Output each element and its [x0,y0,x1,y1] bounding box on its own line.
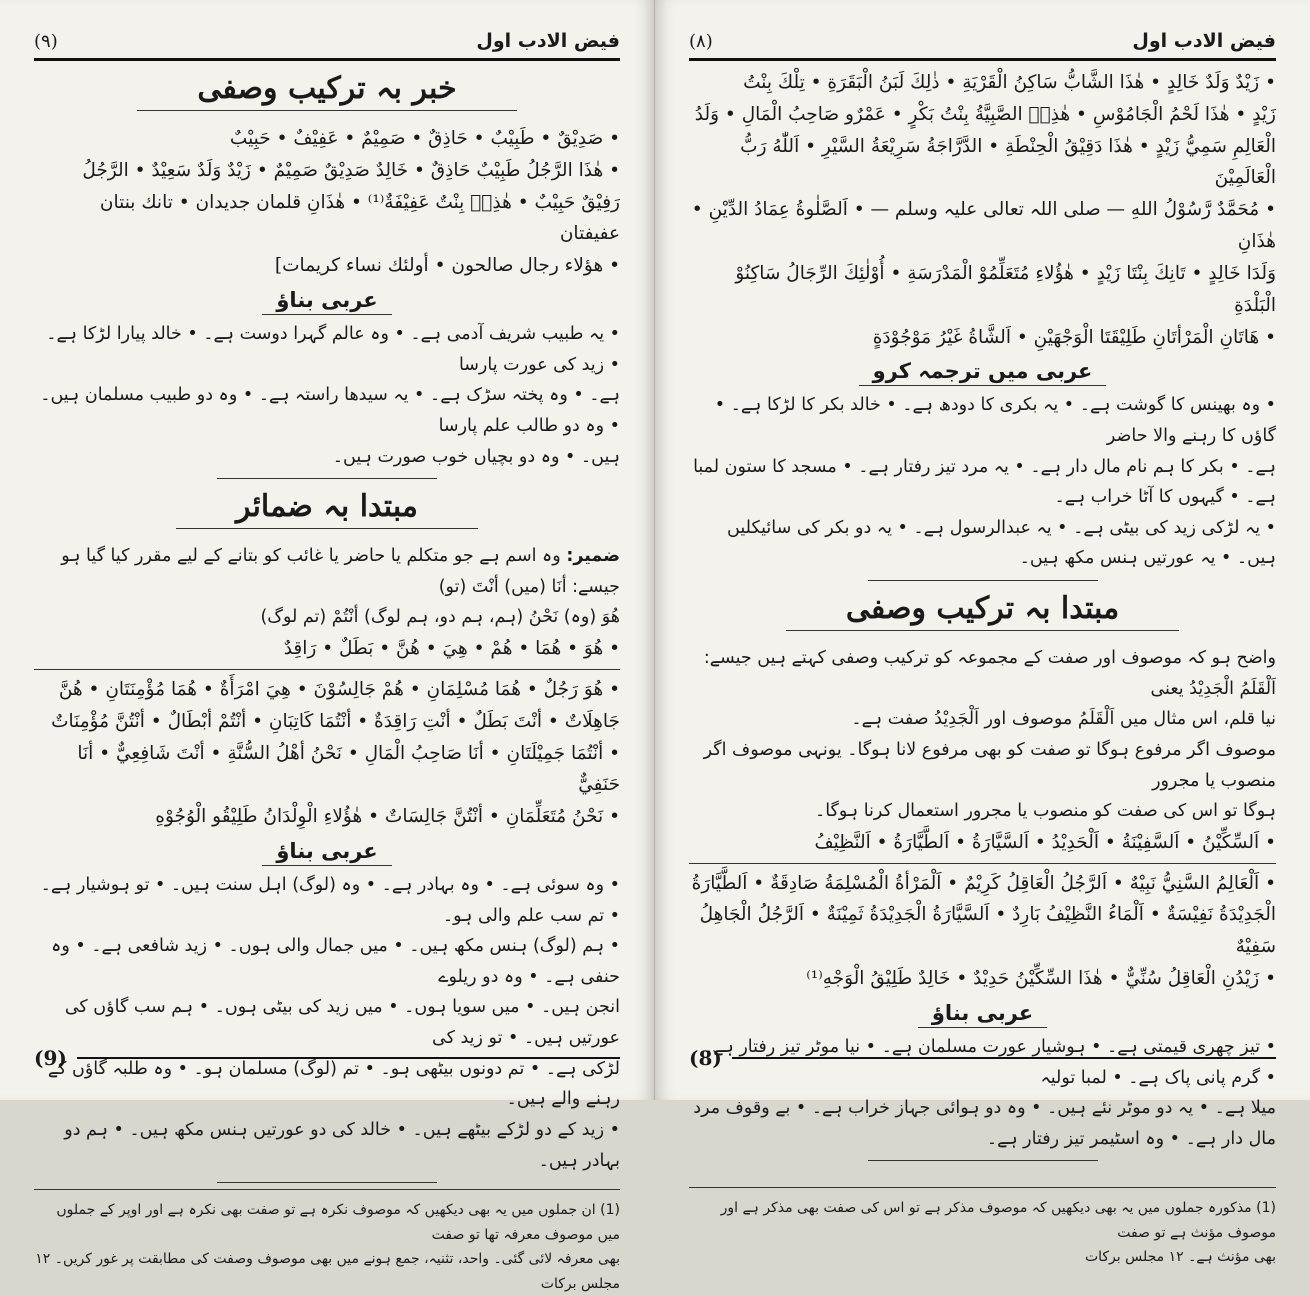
page-footer [34,1046,620,1070]
section-divider [217,1182,437,1183]
exercise-heading-text: عربی بناؤ [262,288,391,315]
definition-text: وہ اسم ہے جو متکلم یا حاضر یا غائب کو بتانے کے لیے مقرر کیا گیا ہو جیسے: أنَا (میں) أنْتَ (تو) [61,546,620,597]
text-line: • وہ سوئی ہے۔ • وہ بہادر ہے۔ • وہ (لوگ) اہل سنت ہیں۔ • تو ہوشیار ہے۔ • تم سب علم والی ہو۔ [40,874,620,926]
text-line: الْعَالِمِ سَمِيُّ زَيْدٍ • هٰذَا دَقِيْقُ الْحِنْطَةِ • الدَّرَّاجَةُ سَرِيْعَةُ السَّيْرِ • اَللّٰهُ رَبُّ الْعَالَمِيْنَ [740,135,1276,189]
exercise-heading [34,839,620,866]
definition-label: ضمیر: [566,546,620,567]
section-heading-wrap [34,485,620,535]
footnote-rule [689,1187,1276,1188]
text-line: • زَيْدُنِ الْعَاقِلُ سُنِّيٌّ • هٰذَا السِّكِّيْنُ حَدِيْدٌ • خَالِدٌ طَلِيْقُ الْوَجْهِ⁽¹⁾ [806,968,1276,990]
footnote-text: ان جملوں میں یہ بھی دیکھیں کہ موصوف نکرہ ہے تو صفت بھی نکرہ ہے اور اوپر کے جملوں میں موصوف معرفہ تھا تو صفت [56,1202,620,1243]
footnote-line [34,1198,620,1247]
text-line: • وہ بھینس کا گوشت ہے۔ • یہ بکری کا دودھ ہے۔ • خالد بکر کا لڑکا ہے۔ • گاؤں کا رہنے والا حاضر [714,395,1276,446]
text-line: میلا ہے۔ • یہ دو موٹر نئے ہیں۔ • وہ دو ہوائی جہاز خراب ہے۔ • بے وقوف مرد مال دار ہے۔ • وہ اسٹیمر تیز رفتار ہے۔ [693,1098,1276,1149]
divider [689,863,1276,864]
exercise-heading [34,288,620,315]
text-line: • نَحْنُ مُتَعَلِّمَانِ • أنْتُنَّ جَالِسَاتٌ • هٰؤُلاءِ الْوِلْدَانُ طَلِيْقُو الْوُجُوْهِ [155,806,620,828]
exercise-block [34,870,620,1176]
section-heading: مبتدا بہ ضمائر [176,489,478,529]
running-header [34,22,620,52]
footer-rule [732,1057,1276,1059]
text-line: جَاهِلَاتٌ • أنْتَ بَطَلٌ • أنْتِ رَاقِدَةٌ • أنْتُمَا كَاتِبَانِ • أنْتُمْ أبْطَالٌ • أنْتُنَّ مُؤْمِنَاتٌ [51,710,620,732]
footer-page-number: (8) [689,1046,722,1070]
footnote [34,1198,620,1296]
header-page-number: (٨) [689,31,713,52]
text-line: • اَلْعَالِمُ السَّنِيُّ نَبِيْهٌ • اَلرَّجُلُ الْعَاقِلُ كَرِيْمٌ • اَلْمَرْأةُ الْمُسْلِمَةُ صَادِقَةٌ • اَلطَّيَّارَةُ [691,872,1276,894]
footnote-line: بھی معرفہ لائی گئی۔ واحد، تثنیہ، جمع ہونے میں بھی موصوف وصفت کی مطابقت پر غور کریں۔ ۱۲ مجلس برکات [35,1251,620,1292]
text-line: هُوَ (وہ) نَحْنُ (ہم، ہم دو، ہم لوگ) أنْتُمْ (تم لوگ) [260,607,620,628]
exercise-heading-text: عربی بناؤ [262,839,391,866]
text-line: • ہم (لوگ) ہنس مکھ ہیں۔ • میں جمال والی ہوں۔ • زید شافعی ہے۔ • وہ حنفی ہے۔ • وہ دو ریلوے [51,936,620,987]
footer-rule [77,1057,620,1059]
definition-block [34,541,620,833]
section-heading: مبتدا بہ ترکیب وصفی [786,591,1179,631]
exercise-heading-text: عربی میں ترجمہ کرو [859,359,1107,386]
text-line: • أنْتُمَا جَمِيْلَتَانِ • أنَا صَاحِبُ الْمَالِ • نَحْنُ أهْلُ السُّنَّةِ • أنْتَ شَافِعِيٌّ • أنَا حَنَفِيٌّ [77,742,620,796]
section-heading-wrap [689,587,1276,637]
text-line: • هَاتَانِ الْمَرْأتَانِ طَلِيْقَتَا الْوَجْهَيْنِ • اَلشَّاةُ غَيْرُ مَوْجُوْدَةٍ [872,326,1276,348]
section-heading: خبر بہ ترکیب وصفی [137,71,516,111]
text-line: • هؤلاء رجال صالحون • أولئك نساء كريمات] [274,255,620,277]
exercise-block [689,390,1276,574]
examples-block [689,67,1276,353]
text-line: • زَيْدٌ وَلَدٌ خَالِدٍ • هٰذَا الشَّابُّ سَاكِنُ الْقَرْيَةِ • ذٰلِكَ لَبَنُ الْبَقَرَةِ • تِلْكَ بِنْتُ [743,72,1276,93]
text-line: انجن ہیں۔ • میں سویا ہوں۔ • میں زید کی بیٹی ہوں۔ • ہم سب گاؤں کی عورتیں ہیں۔ • تو زید کی [64,997,620,1049]
exercise-heading [689,359,1276,386]
explanation-block [689,643,1276,995]
text-line: ہیں۔ • وہ دو بچیاں خوب صورت ہیں۔ [332,446,620,467]
header-book-title: فیض الادب اول [476,30,620,52]
header-rule [689,58,1276,61]
text-line: نیا قلم، اس مثال میں اَلْقَلَمُ موصوف اور اَلْجَدِيْدُ صفت ہے۔ [851,709,1276,730]
left-page [0,0,655,1292]
text-line: رَفِيْقٌ حَبِيْبٌ • هٰذِهٖ بِنْتٌ عَفِيْفَةٌ⁽¹⁾ • هٰذَانِ قلمان جديدان • تانك بنتان عفيفتان [99,191,620,245]
section-heading-wrap [34,67,620,117]
section-divider [217,478,437,479]
text-line: زَيْدٍ • هٰذَا لَحْمُ الْجَامُوْسِ • هٰذِهٖ الصَّبِيَّةُ بِنْتُ بَكْرٍ • عَمْرٌو صَاحِبُ الْمَالِ • وَلَدُ [694,103,1276,125]
footnote-number: (1) [1256,1200,1276,1217]
footnote-text: مذکورہ جملوں میں یہ بھی دیکھیں کہ موصوف مذکر ہے تو اس کی صفت بھی مذکر ہے اور موصوف مؤنث ہے تو صفت [720,1200,1276,1241]
vocab-block [34,123,620,282]
text-line: • یہ طبیب شریف آدمی ہے۔ • وہ عالم گہرا دوست ہے۔ • خالد پیارا لڑکا ہے۔ • زید کی عورت پارسا [46,324,620,375]
text-line: • هُوَ رَجُلٌ • هُمَا مُسْلِمَانِ • هُمْ جَالِسُوْنَ • هِيَ امْرَأَةٌ • هُمَا مُؤْمِنَتَانِ • هُنَّ [58,678,620,700]
header-rule [34,58,620,61]
exercise-block [34,319,620,472]
text-line: • اَلسِّكِّيْنُ • اَلسَّفِيْنَةُ • اَلْحَدِيْدُ • اَلسَّيَّارَةُ • اَلطَّيَّارَةُ • اَلنَّظِيْفُ [814,831,1276,853]
section-divider [868,1160,1098,1161]
running-header [689,22,1276,52]
text-line: الْجَدِيْدَةُ نَفِيْسَةٌ • اَلْمَاءُ النَّظِيْفُ بَارِدٌ • اَلسَّيَّارَةُ الْجَدِيْدَةُ ثَمِيْنَةٌ • اَلرَّجُلُ الْجَاهِلُ سَفِيْهٌ [699,904,1276,958]
divider [34,669,620,670]
text-line: • یہ لڑکی زید کی بیٹی ہے۔ • یہ عبدالرسول ہے۔ • یہ دو بکر کی سائیکلیں ہیں۔ • یہ عورتیں ہنس مکھ ہیں۔ [727,517,1276,569]
footnote [689,1196,1276,1270]
text-line: موصوف اگر مرفوع ہوگا تو صفت کو بھی مرفوع لانا ہوگا۔ یونہی موصوف اگر منصوب یا مجرور [703,739,1276,791]
exercise-heading-text: عربی بناؤ [918,1001,1047,1028]
footer-page-number: (9) [34,1046,67,1070]
text-line: • صَدِيْقٌ • طَبِيْبٌ • حَاذِقٌ • صَمِيْمٌ • عَفِيْفٌ • حَبِيْبٌ [229,128,620,149]
footnote-rule [34,1189,620,1190]
section-divider [868,580,1098,581]
text-line: لڑکی ہے۔ • تم دونوں بیٹھی ہو۔ • تم (لوگ) مسلمان ہو۔ • وہ طلبہ گاؤں کے رہنے والے ہیں۔ [47,1058,620,1110]
right-page [655,0,1310,1266]
text-line: واضح ہو کہ موصوف اور صفت کے مجموعہ کو ترکیب وصفی کہتے ہیں جیسے: اَلْقَلَمُ الْجَدِيْدُ یعنی [703,648,1276,699]
footnote-number: (1) [600,1202,620,1219]
text-line: وَلَدَا خَالِدٍ • تَانِكَ بِنْتَا زَيْدٍ • هٰؤُلاءِ مُتَعَلِّمُوْ الْمَدْرَسَةِ • أُوْلٰئِكَ الرِّجَالُ سَاكِنُوْ الْبَلْدَةِ [735,262,1276,316]
footnote-line [689,1196,1276,1245]
text-line: • زید کے دو لڑکے بیٹھے ہیں۔ • خالد کی دو عورتیں ہنس مکھ ہیں۔ • ہم دو بہادر ہیں۔ [64,1119,620,1171]
footnote-line: بھی مؤنث ہے۔ ۱۲ مجلس برکات [1084,1249,1276,1266]
text-line: • مُحَمَّدٌ رَّسُوْلُ اللهِ — صلی اللہ تعالی علیہ وسلم — • اَلصَّلٰوةُ عِمَادُ الدِّيْنِ • هٰذَانِ [691,199,1276,253]
text-line: ہوگا تو اس کی صفت کو منصوب یا مجرور استعمال کرنا ہوگا۔ [814,801,1276,822]
text-line [34,541,620,602]
exercise-heading [689,1001,1276,1028]
header-book-title: فیض الادب اول [1132,30,1276,52]
text-line: • تیز چھری قیمتی ہے۔ • ہوشیار عورت مسلمان ہے۔ • نیا موٹر تیز رفتار ہے۔ • گرم پانی پاک ہے۔ • لمبا تولیہ [703,1036,1276,1088]
text-line: • هٰذَا الرَّجُلُ طَبِيْبٌ حَاذِقٌ • خَالِدٌ صَدِيْقٌ صَمِيْمٌ • زَيْدٌ وَلَدٌ سَعِيْدٌ • الرَّجُلُ [82,159,620,181]
text-line: ہے۔ • وہ پختہ سڑک ہے۔ • یہ سیدھا راستہ ہے۔ • وہ دو طبیب مسلمان ہیں۔ • وہ دو طالب علم پارسا [40,385,620,436]
header-page-number: (٩) [34,31,58,52]
text-line: • هُوَ • هُمَا • هُمْ • هِيَ • هُنَّ • بَطَلٌ • رَاقِدٌ [283,638,620,660]
text-line: ہے۔ • بکر کا ہم نام مال دار ہے۔ • یہ مرد تیز رفتار ہے۔ • مسجد کا ستون لمبا ہے۔ • گیہوں کا آٹا خراب ہے۔ [693,456,1276,508]
page-footer [689,1046,1276,1070]
